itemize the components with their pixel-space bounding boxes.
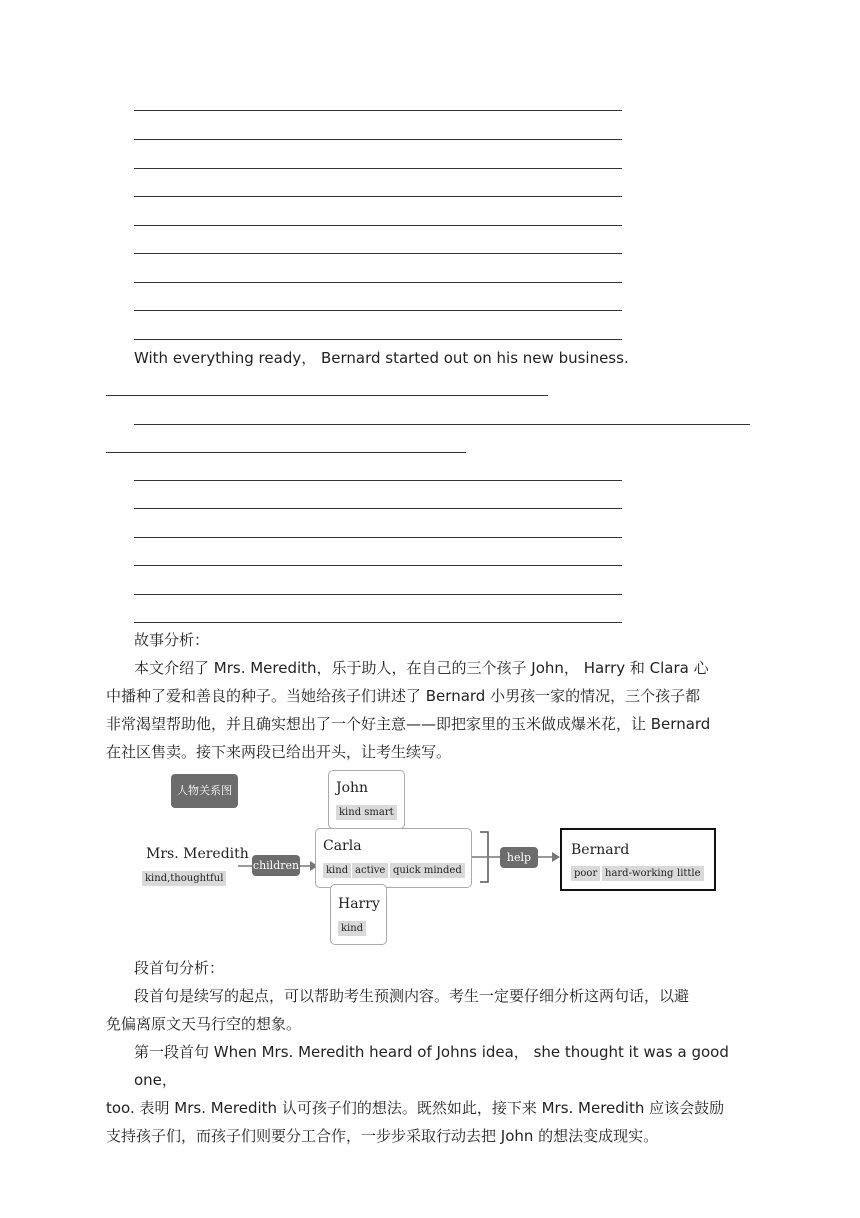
harry-name: Harry: [338, 896, 380, 912]
help-label: help: [500, 847, 538, 868]
diagram-title: 人物关系图: [171, 774, 238, 808]
section-heading: 故事分析：: [134, 631, 210, 649]
writing-line: [134, 508, 622, 509]
writing-line: [134, 253, 622, 254]
bernard-name: Bernard: [571, 842, 630, 858]
writing-line: [134, 282, 622, 283]
carla-name: Carla: [323, 838, 362, 854]
writing-line: [106, 395, 548, 396]
paragraph-line: 本文介绍了 Mrs. Meredith，乐于助人，在自己的三个孩子 John， Harry 和 Clara 心: [134, 659, 709, 677]
writing-line: [134, 339, 622, 340]
trait-chip: active: [352, 863, 388, 878]
story-start-sentence: With everything ready， Bernard started out on his new business.: [134, 349, 629, 367]
paragraph-line: 免偏离原文天马行空的想象。: [106, 1015, 302, 1033]
trait-chip: little: [674, 866, 704, 881]
section-heading: 段首句分析：: [134, 959, 225, 977]
paragraph-line: 非常渴望帮助他，并且确实想出了一个好主意——即把家里的玉米做成爆米花，让 Bernard: [106, 715, 711, 733]
paragraph-line: 段首句是续写的起点，可以帮助考生预测内容。考生一定要仔细分析这两句话，以避: [134, 987, 690, 1005]
writing-line: [134, 168, 622, 169]
trait-chip: quick minded: [390, 863, 465, 878]
writing-line: [106, 452, 466, 453]
children-label: children: [252, 855, 300, 876]
first-sentence-analysis: [106, 954, 756, 1150]
paragraph-line: 在社区售卖。接下来两段已给出开头，让考生续写。: [106, 743, 452, 761]
paragraph-line: 中播种了爱和善良的种子。当她给孩子们讲述了 Bernard 小男孩一家的情况，三个孩子都: [106, 687, 701, 705]
john-node: [328, 770, 405, 829]
writing-line: [134, 310, 622, 311]
bernard-node: [560, 828, 716, 891]
writing-line: [134, 110, 622, 111]
writing-line: [134, 225, 622, 226]
paragraph-line: 支持孩子们，而孩子们则要分工合作，一步步采取行动去把 John 的想法变成现实。: [106, 1127, 659, 1145]
writing-line: [134, 480, 622, 481]
paragraph-line: too. 表明 Mrs. Meredith 认可孩子们的想法。既然如此，接下来 Mrs. Meredith 应该会鼓励: [106, 1099, 725, 1117]
trait-chip: kind smart: [336, 805, 397, 820]
trait-chip: kind: [338, 921, 366, 936]
trait-chip: kind,thoughtful: [142, 871, 226, 886]
writing-line: [134, 594, 622, 595]
writing-line: [134, 537, 622, 538]
character-relationship-diagram: [140, 770, 720, 950]
trait-chip: kind: [323, 863, 351, 878]
harry-node: [330, 884, 387, 945]
trait-chip: poor: [571, 866, 600, 881]
john-name: John: [336, 780, 369, 796]
writing-line: [134, 565, 622, 566]
writing-line: [134, 622, 622, 623]
writing-line: [134, 139, 622, 140]
writing-line: [134, 196, 622, 197]
writing-line: [134, 424, 750, 425]
paragraph-line: 第一段首句 When Mrs. Meredith heard of Johns idea， she thought it was a good one，: [134, 1043, 729, 1089]
carla-node: [315, 828, 472, 888]
story-analysis: [106, 626, 756, 766]
trait-chip: hard-working: [602, 866, 676, 881]
mother-name: Mrs. Meredith: [146, 846, 249, 862]
